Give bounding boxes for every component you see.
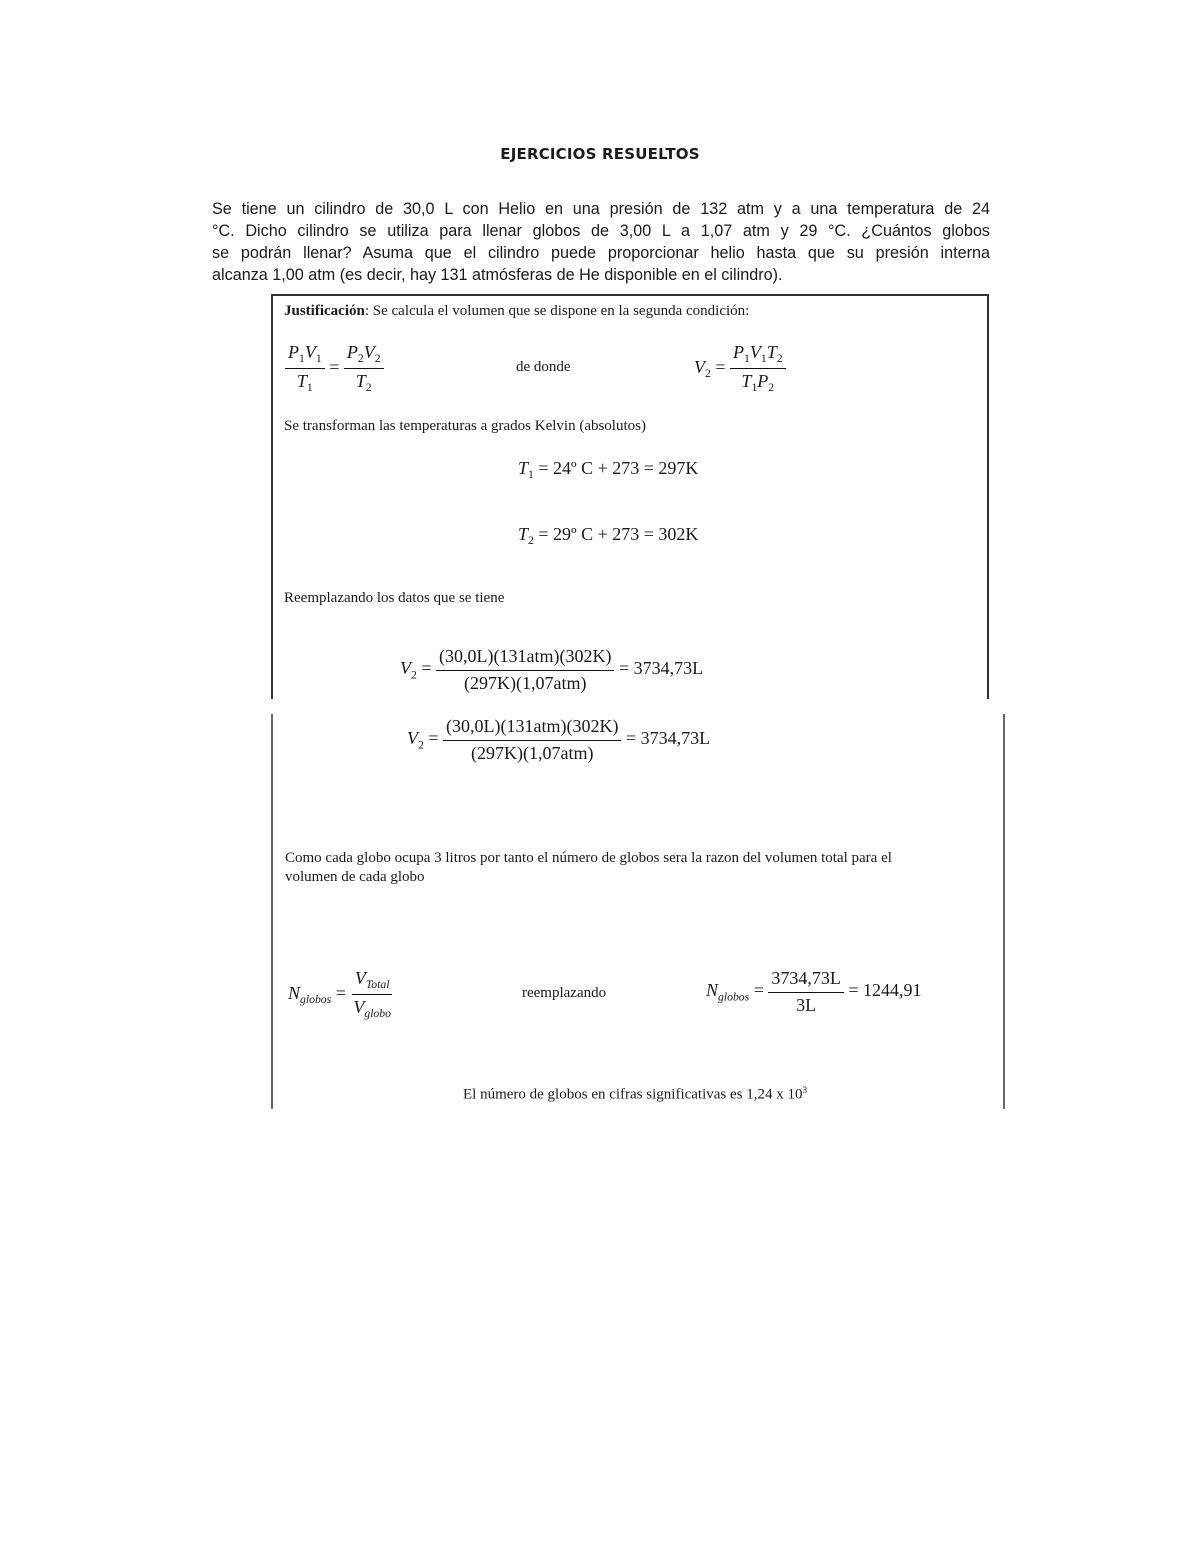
de-donde-text: de donde	[516, 359, 571, 375]
problem-line: Se tiene un cilindro de 30,0 L con Helio en una presión de 132 atm y a una temperatura de 24	[212, 200, 990, 218]
v2-calculation-repeat: $V_2$ = $\frac{\text{(30,0L)(131atm)(302K)}}{\text{(297K)(1,07atm)}}$ = 3734,73L	[407, 716, 711, 763]
justification-label: Justificación	[284, 303, 365, 319]
problem-line: °C. Dicho cilindro se utiliza para llenar globos de 3,00 L a 1,07 atm y 29 °C. ¿Cuántos globos	[212, 222, 990, 240]
balloon-explanation: Como cada globo ocupa 3 litros por tanto el número de globos sera la razon del volumen total para el volumen de cada globo	[285, 850, 892, 885]
problem-line: se podrán llenar? Asuma que el cilindro puede proporcionar helio hasta que su presión interna	[212, 244, 990, 262]
v2-formula: $V_2$ = $\frac{P_1V_1T_2}{T_1P_2}$	[694, 342, 786, 395]
replace-text: Reemplazando los datos que se tiene	[284, 590, 505, 606]
solution-box-bottom	[271, 714, 1005, 1109]
problem-statement	[212, 198, 990, 286]
justification-line	[284, 303, 749, 320]
n-globos-formula: $N_{globos}$ = $\frac{V_{Total}}{V_{globo}}$	[288, 968, 391, 1021]
v2-calculation: $V_2$ = $\frac{\text{(30,0L)(131atm)(302K)}}{\text{(297K)(1,07atm)}}$ = 3734,73L	[400, 646, 704, 693]
conclusion-text: El número de globos en cifras significativas es 1,24 x $10^3$	[463, 1085, 808, 1103]
gas-law-equation: $\frac{P_1V_1}{T_1}$ = $\frac{P_2V_2}{T_2}$	[285, 342, 384, 395]
page-title: EJERCICIOS RESUELTOS	[500, 145, 700, 163]
reemplazando-text: reemplazando	[522, 985, 607, 1001]
justification-text: : Se calcula el volumen que se dispone en la segunda condición:	[364, 303, 750, 319]
n-globos-calculation: $N_{globos}$ = $\frac{3734,73L}{3L}$ = 1244,91	[706, 968, 922, 1015]
kelvin-text: Se transforman las temperaturas a grados Kelvin (absolutos)	[284, 418, 646, 434]
t1-equation: $T_1$ = 24º C + 273 = 297K	[518, 458, 699, 482]
problem-line: alcanza 1,00 atm (es decir, hay 131 atmósferas de He disponible en el cilindro).	[212, 266, 783, 284]
t2-equation: $T_2$ = 29º C + 273 = 302K	[518, 524, 699, 548]
